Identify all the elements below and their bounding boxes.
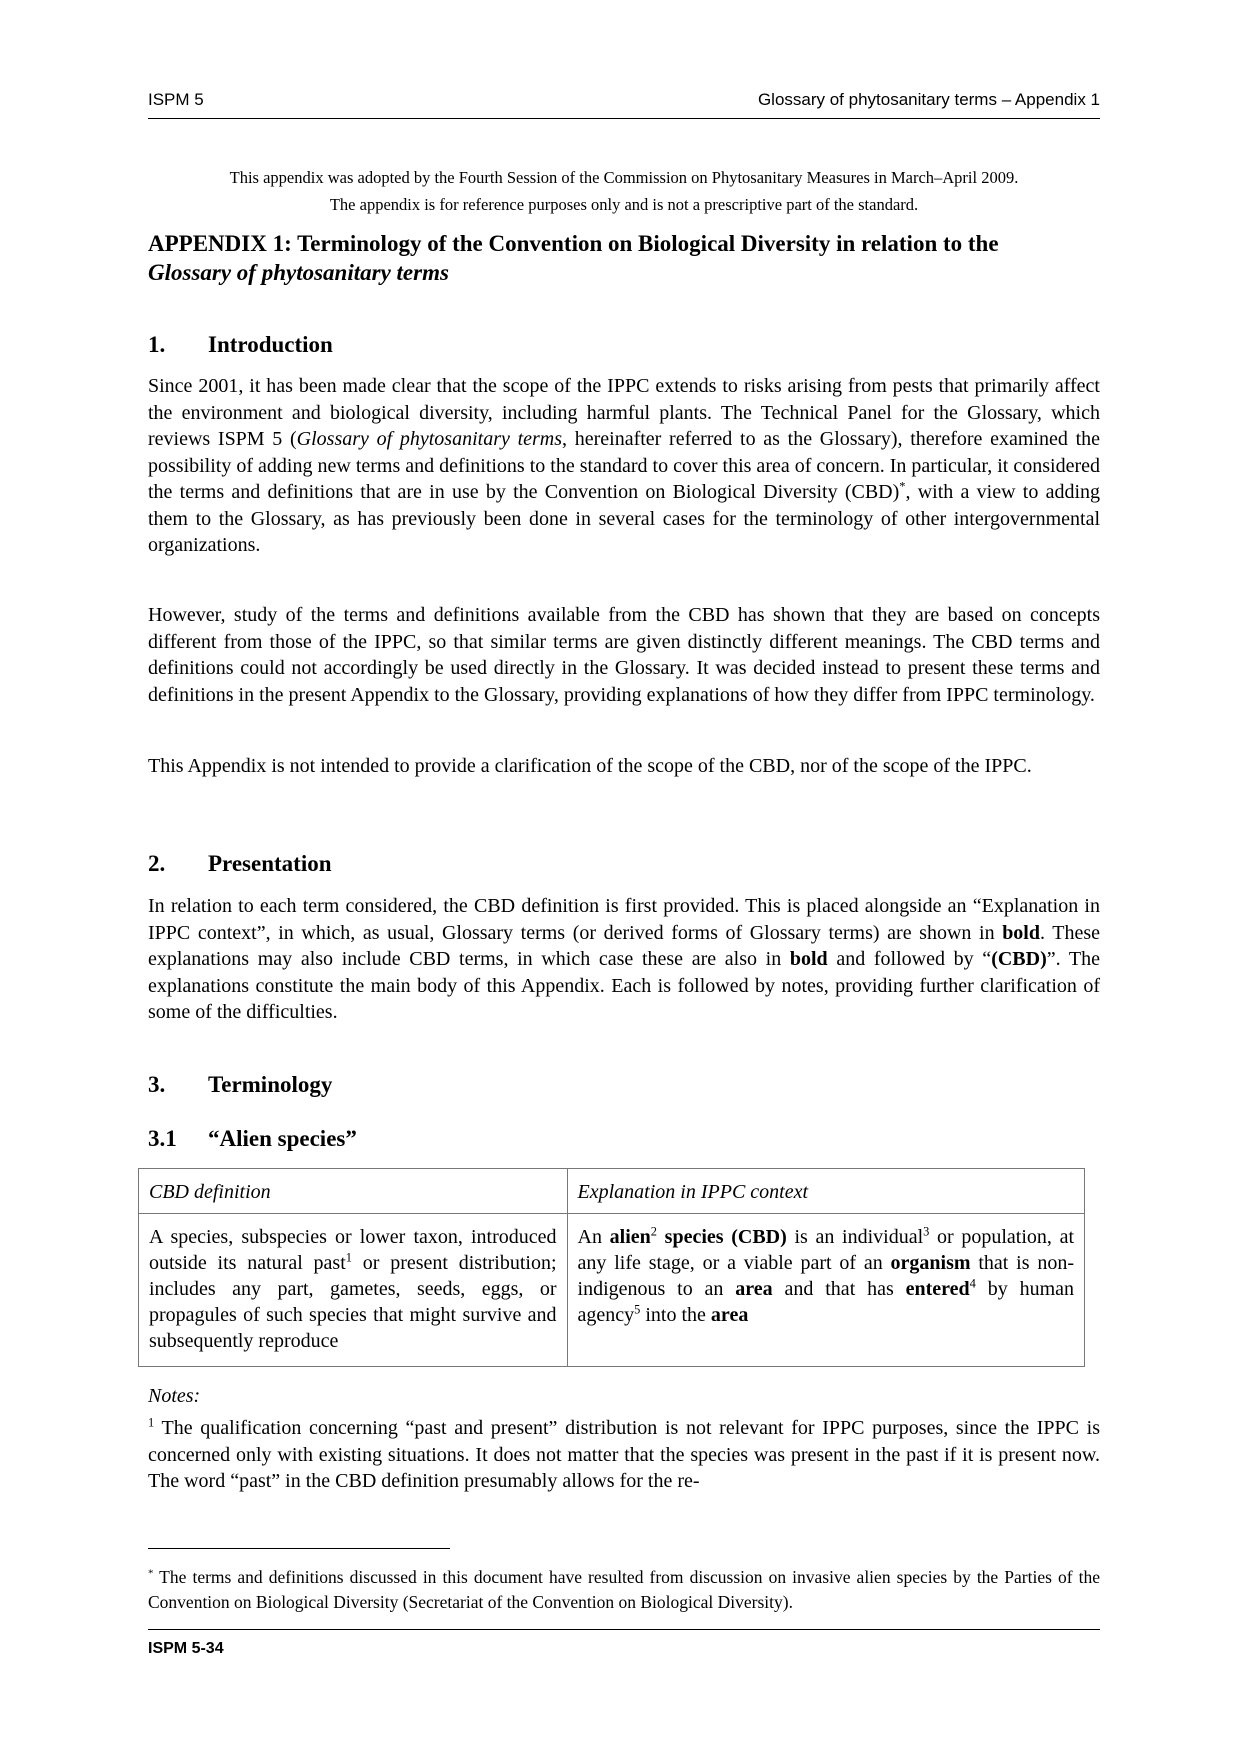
adoption-line-2: The appendix is for reference purposes only and is not a prescriptive part of the standard. [329,195,919,214]
section-title: “Alien species” [208,1126,357,1151]
section-title: Presentation [208,851,332,876]
document-page [148,0,1100,1754]
table-row [139,1214,1085,1367]
footnote-marker: * [148,1567,154,1580]
text-run: by human agency [577,1278,1074,1326]
text-run: An [577,1226,610,1248]
note-ref: 4 [969,1276,976,1291]
section-number: 3.1 [148,1126,177,1151]
adoption-note [148,164,1100,218]
glossary-term: alien [609,1226,651,1248]
notes-label: Notes: [148,1385,201,1407]
section-2-heading [148,851,332,877]
note-ref: 3 [923,1224,930,1239]
text-run: is an individual [786,1226,924,1248]
bold-word: bold [789,948,828,970]
section-title: Terminology [208,1072,333,1097]
running-header [148,88,1100,119]
glossary-term: species (CBD) [664,1226,787,1248]
header-right: Glossary of phytosanitary terms – Appendix 1 [757,90,1100,109]
note-ref: 2 [650,1224,657,1239]
appendix-title-italic: Glossary of phytosanitary terms [148,260,449,285]
section-3-1-heading [148,1126,357,1152]
footer-rule [148,1629,1100,1630]
text-run: that is non-indigenous to an [577,1252,1074,1300]
text-run: ”. The explanations constitute the main body of this Appendix. Each is followed by notes, providing further clarification of some of the difficulties. [148,948,1101,1023]
cbd-definition-cell [139,1214,568,1367]
appendix-title [148,229,1100,287]
glossary-term: area [710,1304,749,1326]
text-run: into the [640,1304,711,1326]
text-run: In relation to each term considered, the CBD definition is first provided. This is placed alongside an “Explanation in IPPC context”, in which, as usual, Glossary terms (or derived forms of Glossary terms) are shown in [148,895,1100,944]
footnote-separator [148,1548,450,1549]
text-run: The qualification concerning “past and present” distribution is not relevant for IPPC purposes, since the IPPC is concerned only with existing situations. It does not matter that the species was present in the past if it is present now. The word “past” in the CBD definition presumably allows for the re- [148,1417,1100,1492]
note-1 [148,1415,1100,1495]
footnote-text: The terms and definitions discussed in this document have resulted from discussion on invasive alien species by the Parties of the Convention on Biological Diversity (Secretariat of the Convention on Biological Diversity). [148,1567,1100,1612]
note-ref: 5 [634,1302,641,1317]
note-ref: 1 [345,1250,352,1265]
section-3-heading [148,1072,332,1098]
page-number-label: ISPM 5-34 [148,1640,224,1657]
table-header-row [139,1169,1085,1214]
glossary-term: entered [905,1278,970,1300]
text-run: and that has [772,1278,906,1300]
text-run: or present distribution; includes any part, gametes, seeds, eggs, or propagules of such species that might survive and subsequently reproduce [149,1252,557,1352]
bold-word: (CBD) [991,948,1047,970]
section-2-paragraph-1 [148,893,1100,1026]
section-1-heading [148,332,333,358]
section-1-paragraph-3: This Appendix is not intended to provide a clarification of the scope of the CBD, nor of the scope of the IPPC. [148,755,1032,777]
glossary-title-italic: Glossary of phytosanitary terms [296,428,563,450]
appendix-title-main: APPENDIX 1: Terminology of the Convention on Biological Diversity in relation to the [148,231,999,256]
column-header-cbd: CBD definition [139,1169,568,1214]
header-left: ISPM 5 [148,90,204,109]
section-1-paragraph-2: However, study of the terms and definitions available from the CBD has shown that they are based on concepts different from those of the IPPC, so that similar terms are given distinctly different meanings. The CBD terms and definitions could not accordingly be used directly in the Glossary. It was decided instead to present these terms and definitions in the present Appendix to the Glossary, providing explanations of how they differ from IPPC terminology. [148,604,1100,706]
note-number: 1 [148,1415,155,1430]
footnote [148,1565,1100,1614]
glossary-term: organism [890,1252,971,1274]
section-number: 1. [148,332,166,357]
column-header-ippc: Explanation in IPPC context [567,1169,1084,1214]
text-run: , with a view to adding them to the Glossary, as has previously been done in several cases for the terminology of other intergovernmental organizations. [148,481,1100,556]
adoption-line-1: This appendix was adopted by the Fourth Session of the Commission on Phytosanitary Measures in March–April 2009. [229,168,1019,187]
section-number: 2. [148,851,166,876]
section-1-paragraph-1 [148,373,1100,559]
text-run: , hereinafter referred to as the Glossary), therefore examined the possibility of adding new terms and definitions to the standard to cover this area of concern. In particular, it considered the terms and definitions that are in use by the Convention on Biological Diversity (CBD) [148,428,1101,503]
ippc-explanation-cell [567,1214,1084,1367]
bold-word: bold [1002,921,1040,944]
section-number: 3. [148,1072,166,1097]
text-run: . These explanations may also include CBD terms, in which case these are also in [148,921,1101,970]
terminology-table [138,1168,1085,1367]
text-run: and followed by “ [827,948,992,970]
text-run [657,1226,665,1248]
text-run: Since 2001, it has been made clear that the scope of the IPPC extends to risks arising from pests that primarily affect the environment and biological diversity, including harmful plants. The Technical Panel for the Glossary, which reviews ISPM 5 ( [148,375,1100,450]
glossary-term: area [735,1278,773,1300]
text-run: A species, subspecies or lower taxon, introduced outside its natural past [149,1226,557,1274]
footnote-ref[interactable]: * [899,479,906,494]
section-title: Introduction [208,332,333,357]
text-run: or population, at any life stage, or a viable part of an [577,1226,1075,1274]
